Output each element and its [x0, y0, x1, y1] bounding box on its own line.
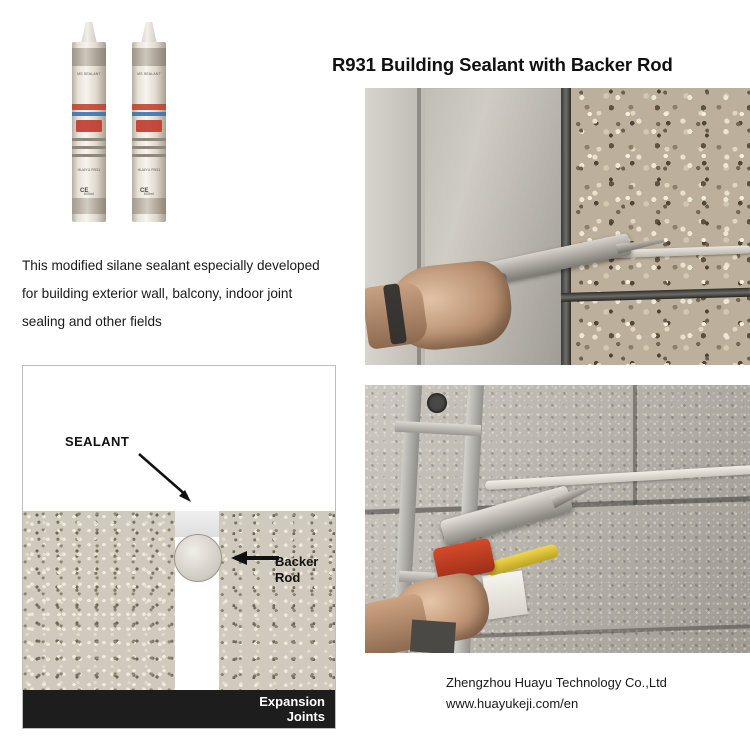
product-description: This modified silane sealant especially developed for building exterior wall, balcony, indoor joint sealing and other fields	[22, 258, 320, 329]
cartridge-label-mid: HUAYU R931	[137, 168, 161, 172]
cartridge-band-red	[72, 104, 106, 110]
cartridge-body	[132, 42, 166, 222]
cartridge-band-grey-3	[72, 154, 106, 157]
cartridge-band-red	[132, 104, 166, 110]
sealant-cartridges-group	[60, 22, 200, 232]
cartridge-band-grey-3	[132, 154, 166, 157]
concrete-block-left	[23, 511, 175, 691]
cartridge-label-top: MS SEALANT	[137, 72, 161, 76]
backer-rod-label-line1: Backer	[275, 554, 319, 569]
brand-logo-icon	[136, 120, 162, 132]
expansion-joints-line1: Expansion	[259, 694, 325, 709]
footer	[446, 672, 746, 714]
sealant-arrow-icon	[135, 450, 205, 510]
cartridge-body	[72, 42, 106, 222]
backer-rod-arrow-icon	[229, 548, 281, 568]
backer-rod-label-line2: Rod	[275, 570, 301, 585]
cartridge-label-top: MS SEALANT	[77, 72, 101, 76]
wall-seam-vertical	[633, 385, 637, 505]
photo-wall-joint-application	[365, 88, 750, 365]
brand-logo-icon	[76, 120, 102, 132]
shadow-area	[410, 620, 456, 653]
cartridge-band-grey-2	[132, 146, 166, 149]
cartridge-band-bottom	[72, 198, 106, 214]
cartridge-band-blue	[72, 112, 106, 116]
cartridge-band-top	[72, 48, 106, 66]
cartridge-band-bottom	[132, 198, 166, 214]
cartridge-nozzle-icon	[81, 22, 97, 44]
cartridge-band-grey-2	[72, 146, 106, 149]
diagram-bottom-bar	[23, 690, 335, 728]
sealant-callout-label: SEALANT	[65, 434, 130, 449]
concrete-block-right	[219, 511, 335, 691]
cartridge-label-mid: HUAYU R931	[77, 168, 101, 172]
cartridge-band-grey-1	[72, 138, 106, 141]
cartridge-band-top	[132, 48, 166, 66]
cartridge-label-bottom: 600ml	[83, 192, 95, 196]
expansion-joints-label	[259, 694, 325, 724]
page-title: R931 Building Sealant with Backer Rod	[332, 54, 673, 75]
cartridge-nozzle-icon	[141, 22, 157, 44]
cartridge-label-bottom: 600ml	[143, 192, 155, 196]
cartridge-band-grey-1	[132, 138, 166, 141]
backer-rod-callout-label	[275, 554, 318, 586]
cartridge-band-blue	[132, 112, 166, 116]
ce-mark-icon: CE	[140, 188, 149, 194]
backer-rod-circle	[174, 534, 222, 582]
photo-ladder-application	[365, 385, 750, 653]
sealant-cartridge-right	[132, 22, 166, 222]
sealant-cartridge-left	[72, 22, 106, 222]
joint-cross-section-diagram	[22, 365, 336, 729]
company-name: Zhengzhou Huayu Technology Co.,Ltd	[446, 675, 667, 690]
ce-mark-icon: CE	[80, 188, 89, 194]
ladder-hole	[427, 393, 447, 413]
vertical-joint	[561, 88, 571, 365]
website-url[interactable]: www.huayukeji.com/en	[446, 696, 579, 711]
expansion-joints-line2: Joints	[286, 709, 325, 724]
